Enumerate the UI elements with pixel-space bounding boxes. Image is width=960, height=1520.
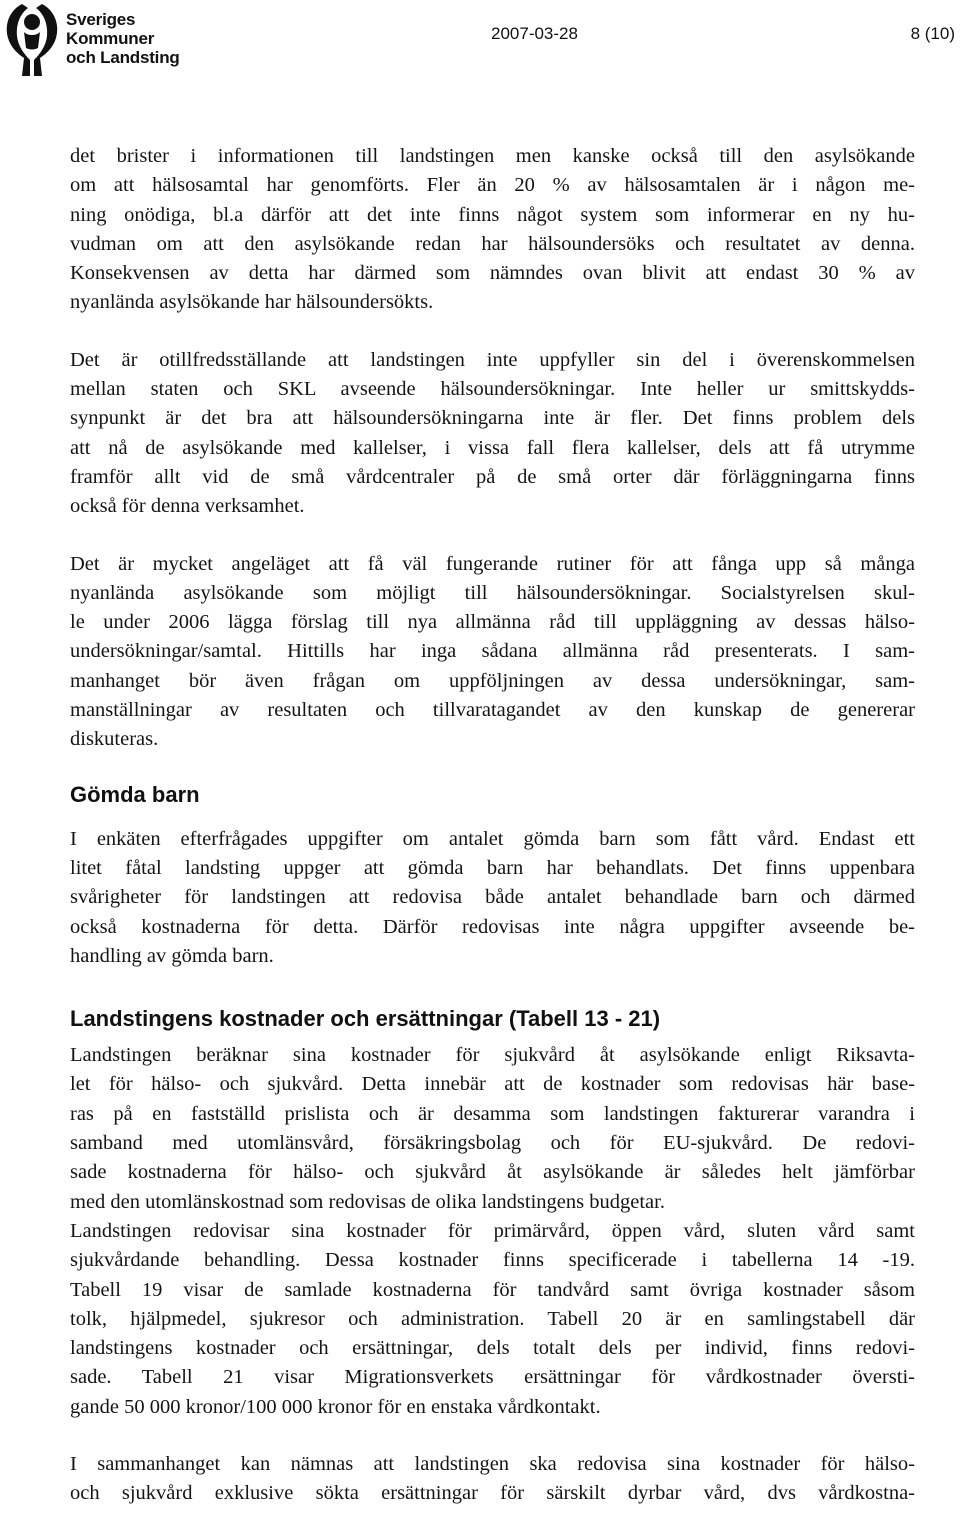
text-line: landstingens kostnader och ersättningar, dels totalt dels per individ, finns redovi-: [70, 1337, 915, 1360]
paragraph: [70, 1041, 915, 1422]
page-header: [0, 0, 960, 80]
text-line: sade kostnaderna för hälso- och sjukvård åt asylsökande är således helt jämförbar: [70, 1161, 915, 1184]
text-line: Konsekvensen av detta har därmed som nämndes ovan blivit att endast 30 % av: [70, 262, 915, 285]
page-number: 8 (10): [910, 24, 955, 43]
text-line: nyanlända asylsökande som möjligt till hälsoundersökningar. Socialstyrelsen skul-: [70, 581, 915, 604]
logo-wordmark: [66, 10, 180, 67]
logo-emblem-icon: [4, 2, 60, 78]
text-line: också för denna verksamhet.: [70, 495, 305, 518]
text-line: vudman om att den asylsökande redan har hälsoundersöks och resultatet av denna.: [70, 232, 915, 255]
paragraph: [70, 825, 915, 971]
text-line: Landstingen beräknar sina kostnader för sjukvård åt asylsökande enligt Riksavta-: [70, 1044, 915, 1067]
text-line: också kostnaderna för detta. Därför redovisas inte några uppgifter avseende be-: [70, 915, 915, 938]
text-line: tolk, hjälpmedel, sjukresor och administration. Tabell 20 är en samlingstabell där: [70, 1307, 915, 1330]
logo-line: Kommuner: [66, 29, 155, 48]
text-line: svårigheter för landstingen att redovisa både antalet behandlade barn och därmed: [70, 886, 915, 909]
text-line: nyanlända asylsökande har hälsoundersökts.: [70, 291, 434, 314]
text-line: ning onödiga, bl.a därför att det inte finns något system som informerar en ny hu-: [70, 203, 915, 226]
text-line: Landstingen redovisar sina kostnader för primärvård, öppen vård, sluten vård samt: [70, 1219, 915, 1242]
text-line: manhanget bör även frågan om uppföljningen av dessa undersökningar, sam-: [70, 669, 915, 692]
text-line: med den utomlänskostnad som redovisas de olika landstingens budgetar.: [70, 1190, 665, 1213]
text-line: gande 50 000 kronor/100 000 kronor för en enstaka vårdkontakt.: [70, 1395, 601, 1418]
paragraph: [70, 1450, 915, 1509]
text-line: I sammanhanget kan nämnas att landstingen ska redovisa sina kostnader för hälso-: [70, 1452, 915, 1475]
text-line: Tabell 19 visar de samlade kostnaderna för tandvård samt övriga kostnader såsom: [70, 1278, 915, 1301]
text-line: diskuteras.: [70, 728, 159, 751]
text-line: Det är otillfredsställande att landstingen inte uppfyller sin del i överenskommelsen: [70, 348, 915, 371]
text-line: le under 2006 lägga förslag till nya allmänna råd till uppläggning av dessas hälso-: [70, 611, 915, 634]
text-line: samband med utomlänsvård, försäkringsbolag och för EU-sjukvård. De redovi-: [70, 1132, 915, 1155]
organization-logo: [0, 2, 190, 78]
logo-line: och Landsting: [66, 48, 180, 67]
text-line: sade. Tabell 21 visar Migrationsverkets ersättningar för vårdkostnader översti-: [70, 1366, 915, 1389]
text-line: synpunkt är det bra att hälsoundersökningarna inte är fler. Det finns problem dels: [70, 407, 915, 430]
text-line: om att hälsosamtal har genomförts. Fler än 20 % av hälsosamtalen är i någon me-: [70, 174, 915, 197]
text-line: undersökningar/samtal. Hittills har inga sådana allmänna råd presenterats. I sam-: [70, 640, 915, 663]
text-line: I enkäten efterfrågades uppgifter om antalet gömda barn som fått vård. Endast ett: [70, 827, 915, 850]
text-line: det brister i informationen till landstingen men kanske också till den asylsökande: [70, 145, 915, 167]
text-line: att nå de asylsökande med kallelser, i vissa fall flera kallelser, dels att få utrymme: [70, 436, 915, 459]
text-line: sjukvårdande behandling. Dessa kostnader finns specificerade i tabellerna 14 -19.: [70, 1249, 915, 1272]
text-line: mellan staten och SKL avseende hälsoundersökningar. Inte heller ur smittskydds-: [70, 378, 915, 401]
text-line: manställningar av resultaten och tillvaratagandet av den kunskap de genererar: [70, 699, 915, 722]
paragraph: [70, 142, 915, 318]
paragraph: [70, 550, 915, 755]
document-body: [70, 142, 915, 1509]
paragraph: [70, 346, 915, 522]
text-line: handling av gömda barn.: [70, 944, 274, 967]
text-line: litet fåtal landsting uppger att gömda barn har behandlats. Det finns uppenbara: [70, 856, 915, 879]
section-heading: Gömda barn: [70, 781, 200, 807]
text-line: och sjukvård exklusive sökta ersättningar för särskilt dyrbar vård, dvs vårdkostna-: [70, 1482, 915, 1505]
text-line: let för hälso- och sjukvård. Detta innebär att de kostnader som redovisas här base-: [70, 1073, 915, 1096]
text-line: framför allt vid de små vårdcentraler på de små orter där förläggningarna finns: [70, 465, 915, 488]
text-line: ras på en fastställd prislista och är desamma som landstingen fakturerar varandra i: [70, 1102, 915, 1125]
text-line: Det är mycket angeläget att få väl fungerande rutiner för att fånga upp så många: [70, 552, 915, 575]
logo-line: Sveriges: [66, 10, 136, 29]
document-date: 2007-03-28: [491, 24, 578, 43]
section-heading: Landstingens kostnader och ersättningar (Tabell 13 - 21): [70, 1006, 661, 1032]
